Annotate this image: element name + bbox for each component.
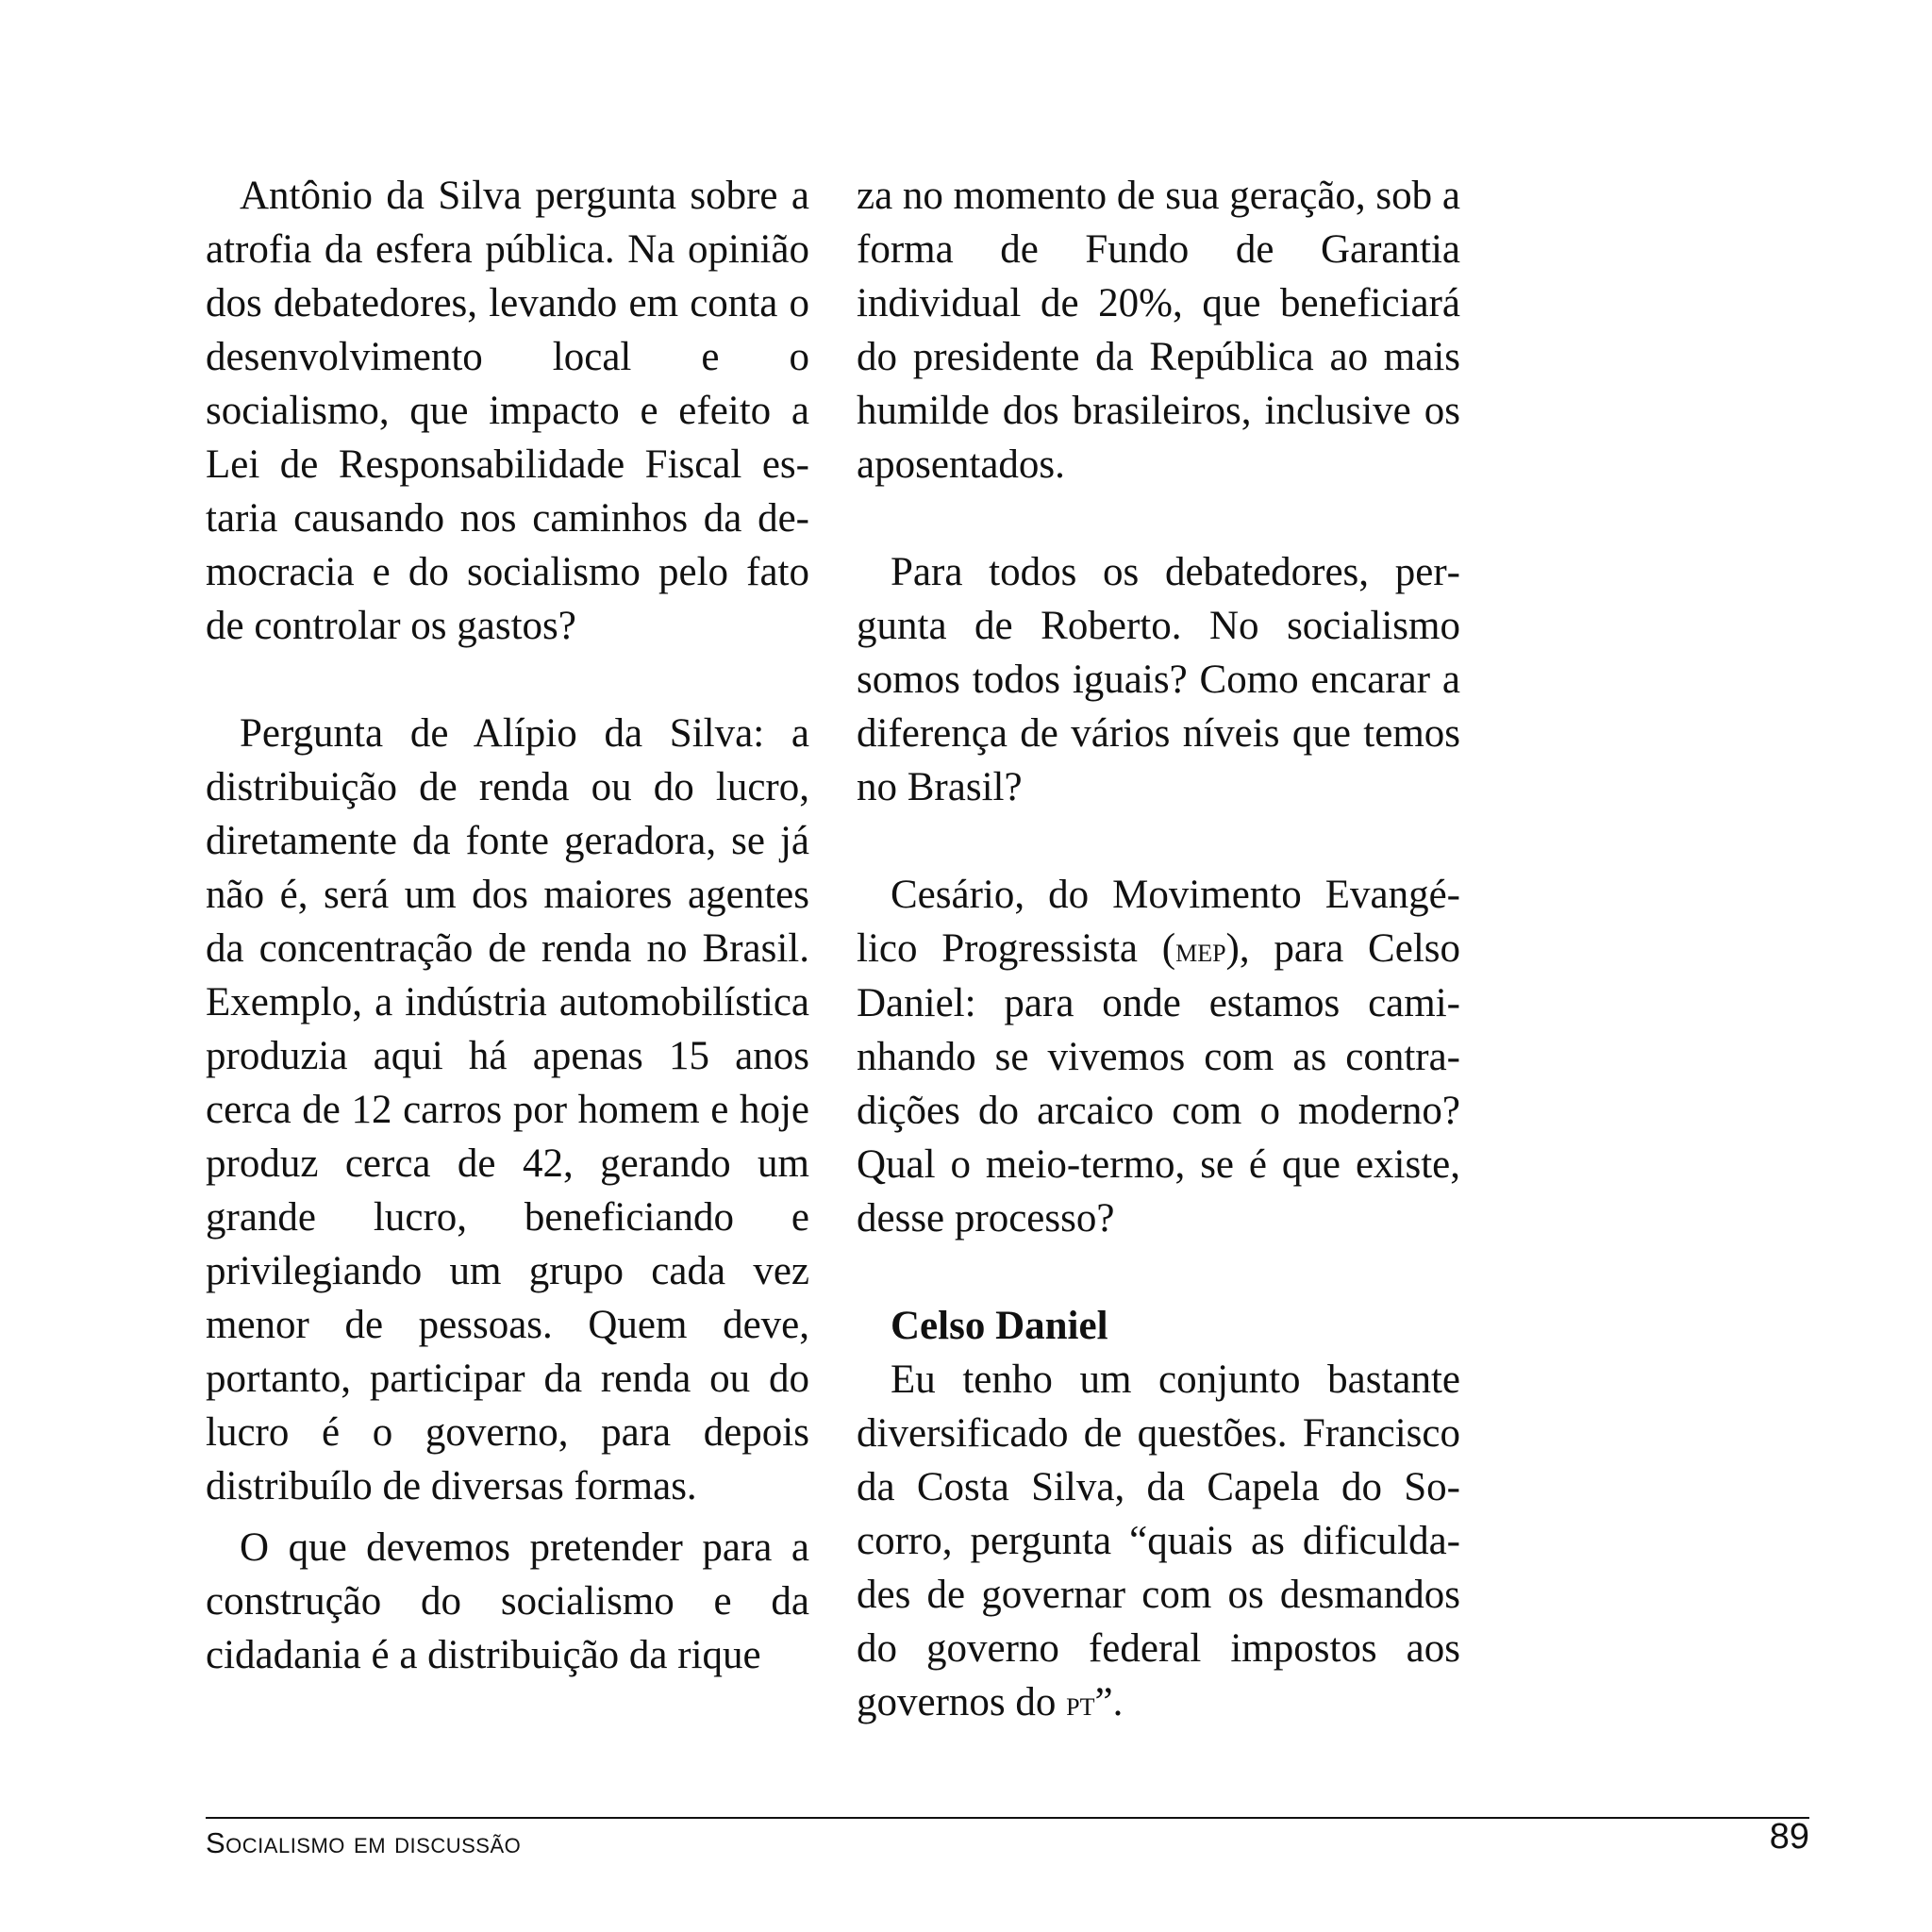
cesario-text-end: ), para Celso Daniel: para onde estamos caminhando se vivemos com as contradições do arcaico com o moderno? Qual o meio-termo, se é que existe, desse processo? xyxy=(857,926,1460,1241)
paragraph-cesario-question xyxy=(857,868,1460,1245)
page-number: 89 xyxy=(1769,1817,1809,1857)
answer-text-start: Eu tenho um conjunto bastante diversificado de questões. Francisco da Costa Silva, da Capela do Socorro, pergunta “quais as dificuldades de governar com os desmandos do governo federal impostos aos governos do xyxy=(857,1357,1460,1724)
paragraph-celso-answer xyxy=(857,1353,1460,1730)
cesario-text-start: Cesário, do Movimento Evangélico Progressista ( xyxy=(857,873,1460,971)
answer-text-end: ”. xyxy=(1094,1680,1124,1724)
speaker-heading: Celso Daniel xyxy=(891,1304,1108,1348)
abbreviation-mep: mep xyxy=(1175,930,1226,969)
paragraph-continuation: za no momento de sua geração, sob a forma de Fundo de Garantia individual de 20%, que beneficiará do presidente da República ao mais humilde dos brasileiros, inclusive os aposentados. xyxy=(857,174,1460,487)
paragraph-alipio-question: Pergunta de Alípio da Silva: a distribuição de renda ou do lucro, diretamente da fonte geradora, se já não é, será um dos maiores agentes da concentração de renda no Brasil. Exemplo, a indústria automobilística produzia aqui há apenas 15 anos cerca de 12 carros por homem e hoje produz cerca de 42, gerando um grande lucro, beneficiando e privilegiando um grupo cada vez menor de pessoas. Quem deve, portanto, participar da renda ou do lucro é o governo, para depois distribuílo de diversas formas. xyxy=(206,711,809,1508)
right-column xyxy=(857,169,1460,1730)
footer-divider xyxy=(206,1817,1809,1819)
running-footer-title: Socialismo em discussão xyxy=(206,1826,522,1859)
abbreviation-pt: pt xyxy=(1066,1684,1095,1723)
paragraph-distribution: O que devemos pretender para a construção do socialismo e da cidadania é a distribuição da rique xyxy=(206,1525,809,1677)
paragraph-roberto-question: Para todos os debatedores, pergunta de Roberto. No socialismo somos todos iguais? Como encarar a diferença de vários níveis que temos no Brasil? xyxy=(857,550,1460,809)
paragraph-antonio-question: Antônio da Silva pergunta sobre a atrofia da esfera pública. Na opinião dos debatedores, levando em conta o desenvolvimento local e o socialismo, que impacto e efeito a Lei de Responsabilidade Fiscal estaria causando nos caminhos da democracia e do socialismo pelo fato de controlar os gastos? xyxy=(206,174,809,648)
left-column xyxy=(206,169,809,1682)
